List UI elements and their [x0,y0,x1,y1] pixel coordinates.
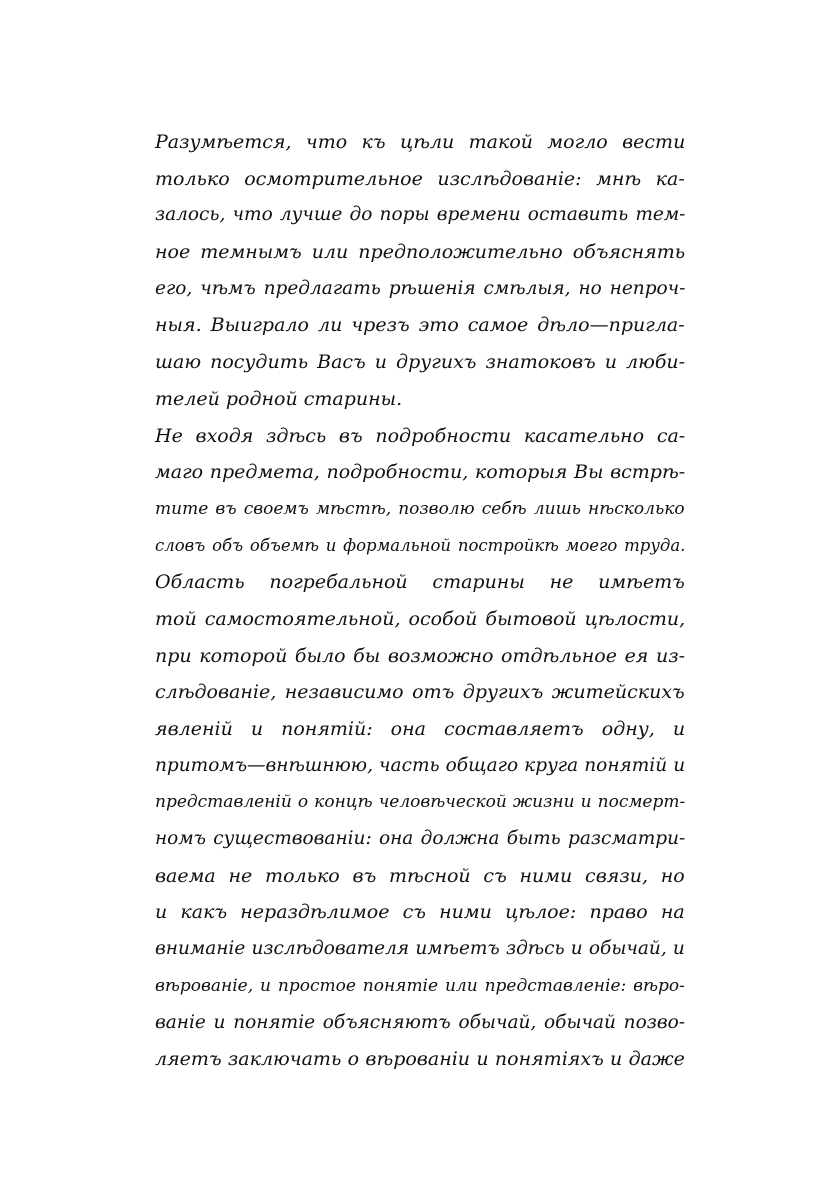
text-line [155,821,685,858]
line-text: тите въ своемъ мѣстѣ, позволю себѣ лишь нѣсколько [155,498,685,519]
line-text: ное темнымъ или предположительно объяснять [155,241,686,264]
line-text: Разумѣется, что къ цѣли такой могло вести [155,131,686,153]
text-line [155,784,685,821]
text-line [155,894,685,931]
text-line [155,381,685,418]
line-text: той самостоятельной, особой бытовой цѣлости, [155,607,686,630]
line-text: номъ существованіи: она должна быть разсматри- [155,828,686,850]
text-line [155,307,685,344]
text-line [155,491,685,528]
text-line [155,748,685,785]
text-line [155,931,685,968]
text-line [155,528,685,565]
text-line [155,1041,685,1078]
text-line [155,271,685,308]
line-text: Область погребальной старины не имѣетъ [155,571,685,594]
line-text: залось, что лучше до поры времени оставить тем- [155,204,686,226]
text-line [155,197,685,234]
text-line [155,344,685,381]
line-text: ваема не только въ тѣсной съ ними связи, но [155,864,685,887]
text-line [155,418,685,455]
text-line [155,711,685,748]
line-text: при которой было бы возможно отдѣльное ея из- [155,644,686,667]
line-text: слѣдованіе, независимо отъ другихъ житейскихъ [155,681,685,704]
line-text: ваніе и понятіе объясняютъ обычай, обычай позво- [155,1011,685,1033]
text-line [155,638,685,675]
line-text: вѣрованіе, и простое понятіе или представленіе: вѣро- [155,975,685,996]
line-text: только осмотрительное изслѣдованіе: мнѣ ка- [155,167,685,190]
line-text: явленій и понятій: она составляетъ одну, и [155,718,686,740]
line-text: его, чѣмъ предлагать рѣшенія смѣлыя, но непроч- [155,277,686,299]
line-text: шаю посудить Васъ и другихъ знатоковъ и люби- [155,351,686,374]
text-line [155,234,685,271]
line-text: Не входя здѣсь въ подробности касательно са- [155,424,686,447]
line-text: представленій о концѣ человѣческой жизни и посмерт- [155,792,686,813]
text-line [155,1005,685,1042]
text-line [155,674,685,711]
line-text: и какъ нераздѣлимое съ ними цѣлое: право на [155,901,685,924]
line-text: маго предмета, подробности, которыя Вы встрѣ- [155,461,686,484]
text-line [155,564,685,601]
line-text: словъ объ объемѣ и формальной постройкѣ моего труда. [155,535,686,555]
line-text: ляетъ заключать о вѣрованіи и понятіяхъ и даже [155,1048,685,1071]
text-line [155,858,685,895]
line-text: вниманіе изслѣдователя имѣетъ здѣсь и обычай, и [155,938,685,960]
line-text: ныя. Выиграло ли чрезъ это самое дѣло—пригла- [155,314,685,337]
text-line [155,161,685,198]
line-text: телей родной старины. [155,387,403,410]
text-line [155,454,685,491]
text-line [155,124,685,161]
text-line [155,601,685,638]
text-line [155,968,685,1005]
handwritten-text-block [155,124,685,1078]
line-text: притомъ—внѣшнюю, часть общаго круга понятій и [155,754,686,776]
